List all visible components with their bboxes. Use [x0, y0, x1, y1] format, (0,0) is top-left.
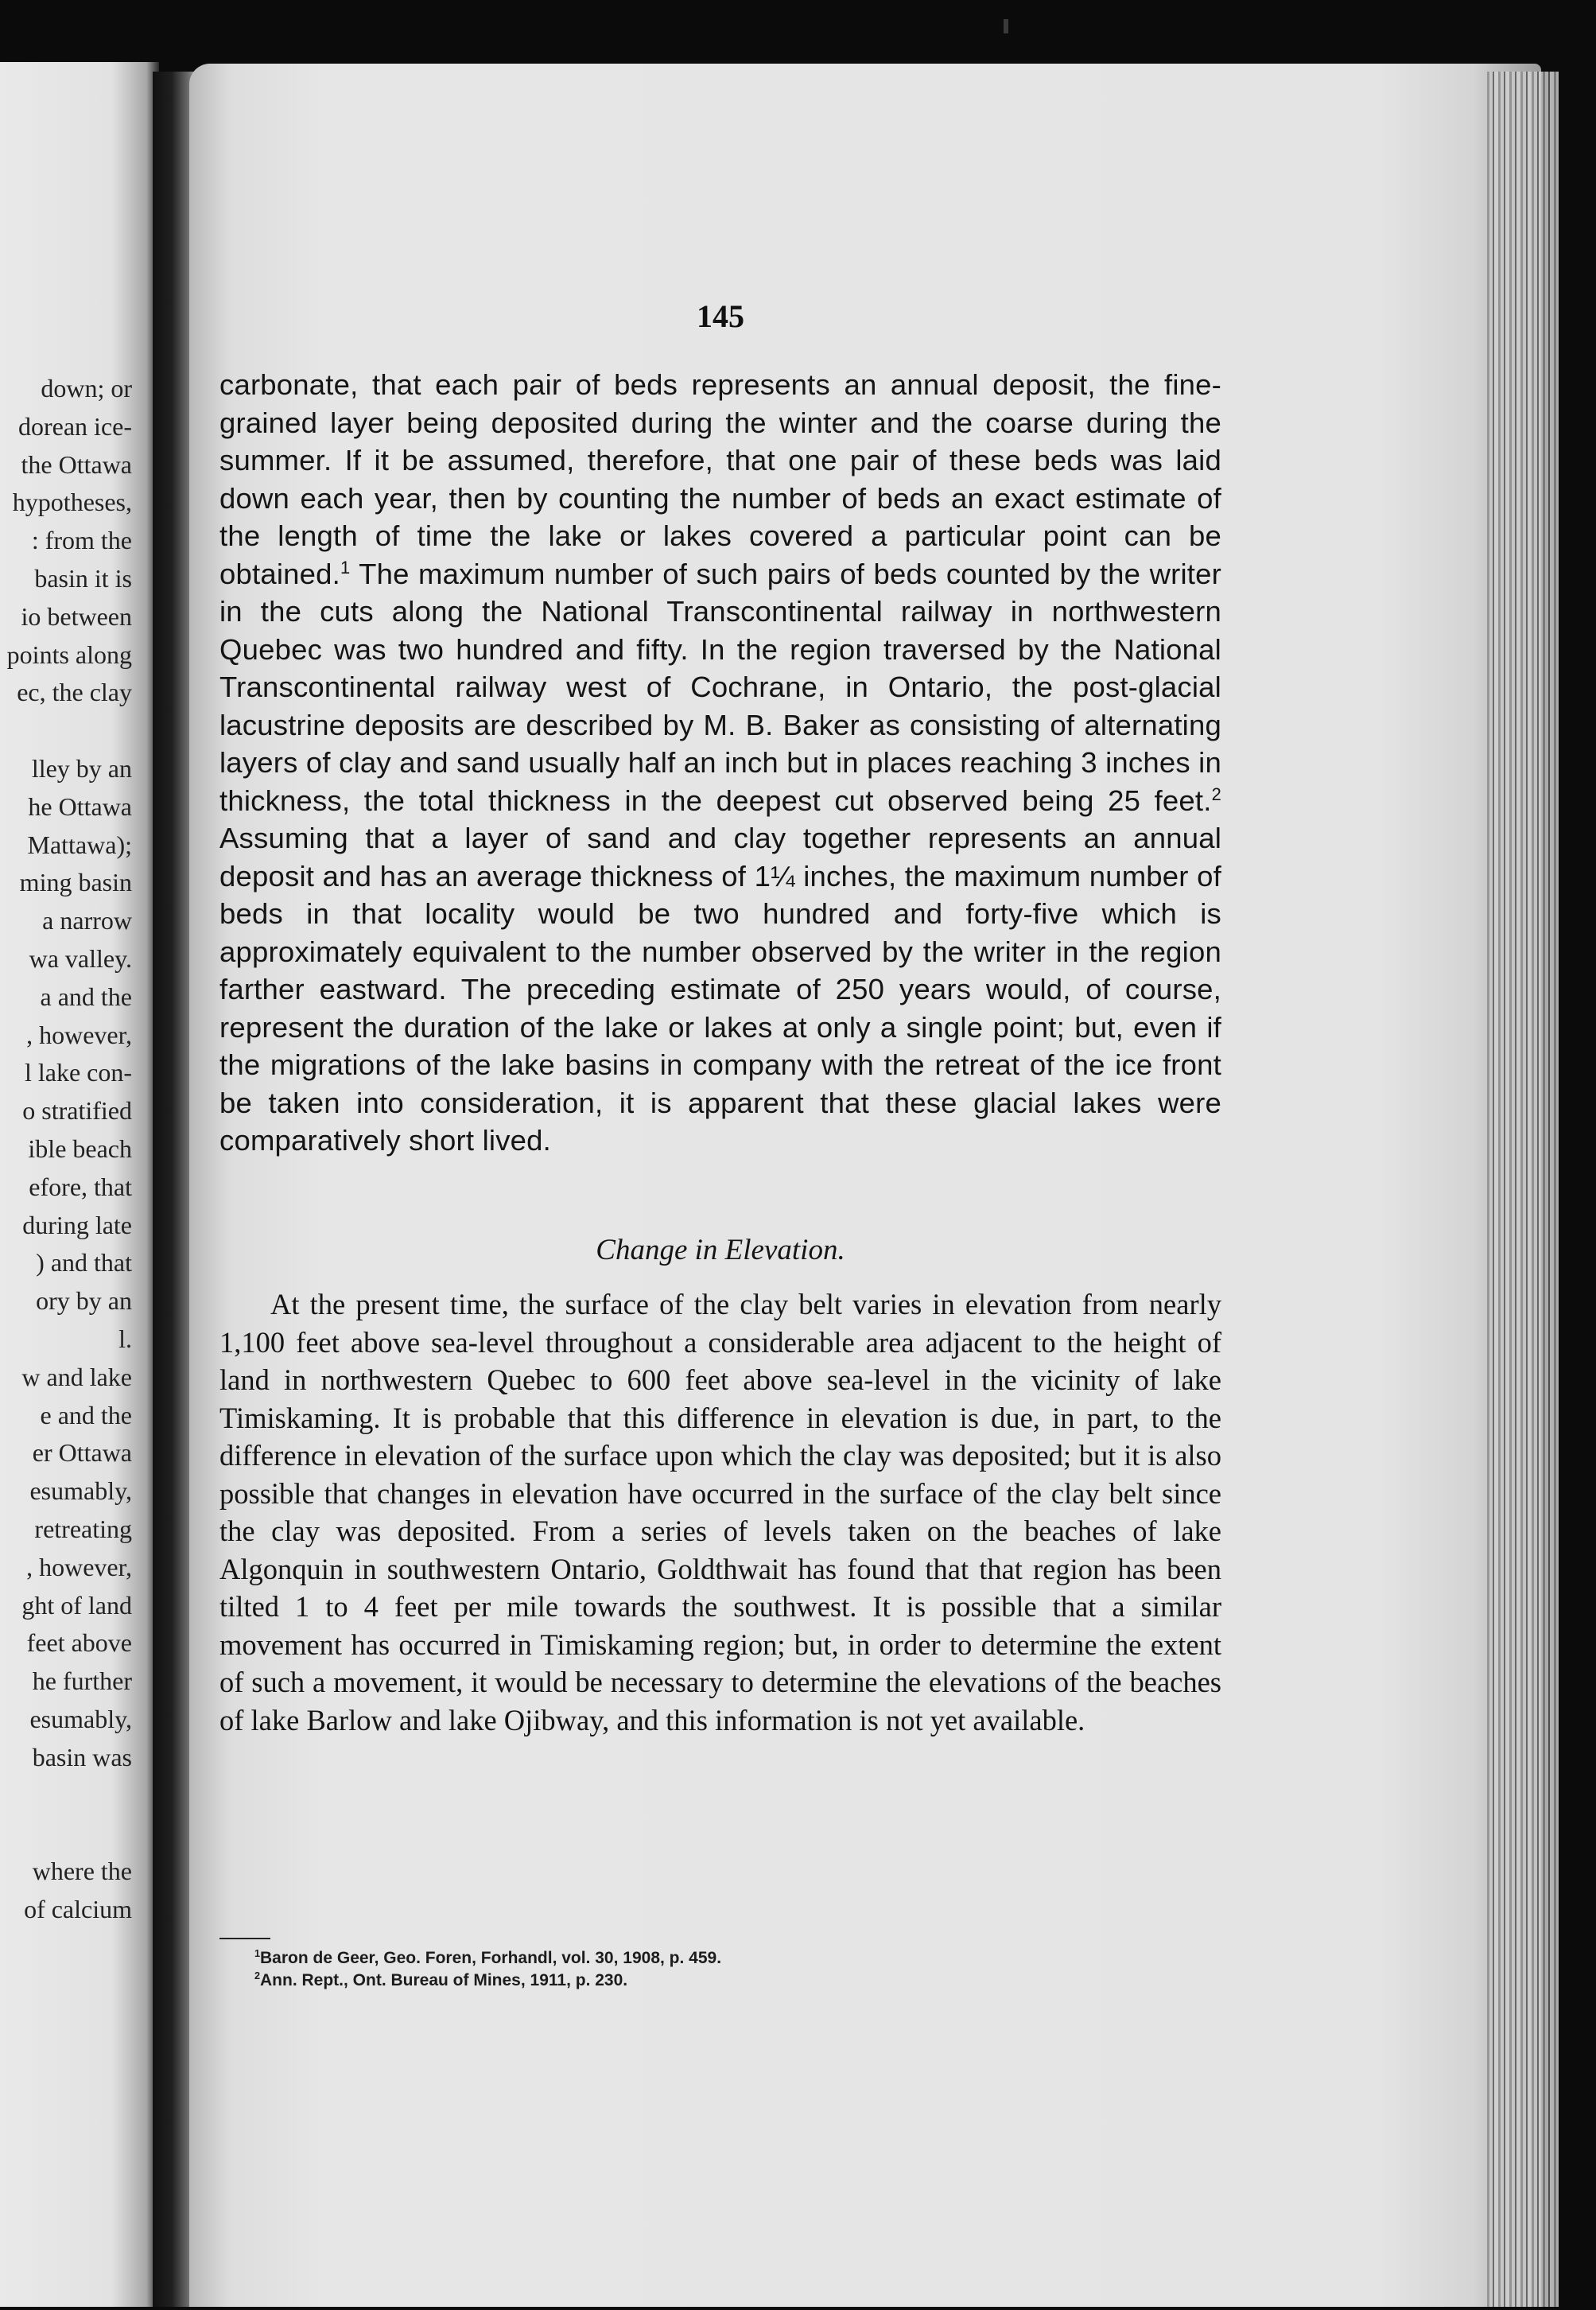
left-page-line: down; or — [41, 374, 132, 402]
footnote-ref: 2 — [1211, 784, 1221, 804]
left-page-line: basin it is — [34, 564, 132, 593]
left-page-line: ming basin — [19, 868, 132, 897]
page-number: 145 — [697, 298, 744, 334]
left-page-line: he Ottawa — [28, 791, 132, 821]
left-page-line: l lake con- — [24, 1058, 132, 1087]
left-page-line: efore, that — [29, 1172, 132, 1201]
paragraph-carbonate — [219, 366, 1221, 1160]
paragraph-text: At the present time, the surface of the clay belt varies in elevation from nearly 1,100 feet above sea-level throughout a considerable area adjacent to the height of land in northwestern Quebec to 600 feet above sea-level in the vicinity of lake Timiskaming. It is probable that this difference in elevation is due, in part, to the difference in elevation of the surface upon which the clay was deposited; but it is also possible that changes in elevation have occurred in the surface of the clay belt since the clay was deposited. From a series of levels taken on the beaches of lake Algonquin in southwestern Ontario, Goldthwait has found that that region has been tilted 1 to 4 feet per mile towards the southwest. It is possible that a similar movement has occurred in Timiskaming region; but, in order to determine the extent of such a movement, it would be necessary to determine the elevations of the beaches of lake Barlow and lake Ojibway, and this information is not yet available. — [219, 1288, 1221, 1736]
left-page-line: a narrow — [42, 906, 132, 935]
left-page-line: ght of land — [21, 1590, 132, 1620]
left-page-line: ) and that — [36, 1248, 132, 1278]
left-page-line: he further — [32, 1666, 132, 1696]
footnote-mark: 2 — [254, 1970, 261, 1981]
left-page-line: esumably, — [29, 1705, 132, 1733]
left-page-line: of calcium — [24, 1895, 132, 1923]
left-page-line: ory by an — [36, 1286, 132, 1316]
left-page-line: during late — [22, 1210, 132, 1239]
paragraph-elevation — [219, 1285, 1221, 1739]
left-page-line: er Ottawa — [32, 1438, 132, 1468]
left-page-line: wa valley. — [29, 944, 132, 973]
footnotes — [254, 1947, 1050, 1992]
left-page-line: a and the — [40, 982, 132, 1011]
left-page-line: Mattawa); — [27, 830, 132, 859]
section-heading: Change in Elevation. — [596, 1234, 845, 1266]
left-page-line: lley by an — [31, 754, 132, 783]
footnote-rule — [219, 1938, 270, 1939]
left-page-line: , however, — [26, 1020, 132, 1049]
footnote-text: Ann. Rept., Ont. Bureau of Mines, 1911, p. 230. — [260, 1971, 628, 1989]
left-page-line: e and the — [40, 1400, 132, 1429]
left-page-line: ible beach — [28, 1134, 132, 1163]
left-page-line: l. — [118, 1324, 132, 1353]
footnote-text: Baron de Geer, Geo. Foren, Forhandl, vol. 30, 1908, p. 459. — [260, 1949, 722, 1967]
left-page-line: the Ottawa — [21, 449, 132, 479]
left-page-line: dorean ice- — [17, 411, 132, 441]
left-page-line: where the — [32, 1857, 132, 1886]
paragraph-text: carbonate, that each pair of beds represents an annual deposit, the fine-grained layer being deposited during the winter and the coarse during the summer. If it be assumed, therefore, that one pair of these beds was laid down each year, then by counting the number of beds an exact estimate of the length of time the lake or lakes covered a particular point can be obtained. — [219, 368, 1221, 590]
scan-mark — [1004, 19, 1008, 33]
left-page-line: retreating — [34, 1515, 132, 1543]
paragraph-text: The maximum number of such pairs of beds counted by the writer in the cuts along the National Transcontinental railway in northwestern Quebec was two hundred and fifty. In the region traversed by the National Transcontinental railway west of Cochrane, in Ontario, the post-glacial lacustrine deposits are described by M. B. Baker as consisting of alternating layers of clay and sand usually half an inch but in places reaching 3 inches in thickness, the total thickness in the deepest cut observed being 25 feet. — [219, 557, 1221, 817]
left-page-line: , however, — [26, 1552, 132, 1581]
left-page-line: o stratified — [22, 1096, 132, 1126]
left-page-line: io between — [21, 601, 132, 631]
left-page-line: ec, the clay — [17, 678, 132, 707]
left-page-line: : from the — [31, 526, 132, 555]
footnote-1 — [254, 1947, 1050, 1970]
page-edge — [1487, 72, 1559, 2307]
left-page-line: feet above — [26, 1628, 132, 1658]
footnote-ref: 1 — [340, 557, 351, 578]
footnote-2 — [254, 1970, 1050, 1992]
footnote-mark: 1 — [254, 1948, 261, 1959]
left-page-fragment — [0, 62, 159, 2307]
left-page-line: w and lake — [21, 1362, 132, 1391]
left-page-line: points along — [6, 640, 132, 669]
paragraph-text: Assuming that a layer of sand and clay together represents an annual deposit and has an average thickness of 1¼ inches, the maximum number of beds in that locality would be two hundred and forty-five which is approximately equivalent to the number observed by the writer in the region farther eastward. The preceding estimate of 250 years would, of course, represent the duration of the lake or lakes at only a single point; but, even if the migrations of the lake basins in company with the retreat of the ice front be taken into consideration, it is apparent that these glacial lakes were comparatively short lived. — [219, 822, 1221, 1157]
left-page-line: esumably, — [29, 1476, 132, 1506]
left-page-line: basin was — [32, 1742, 132, 1771]
left-page-line: hypotheses, — [12, 488, 132, 517]
